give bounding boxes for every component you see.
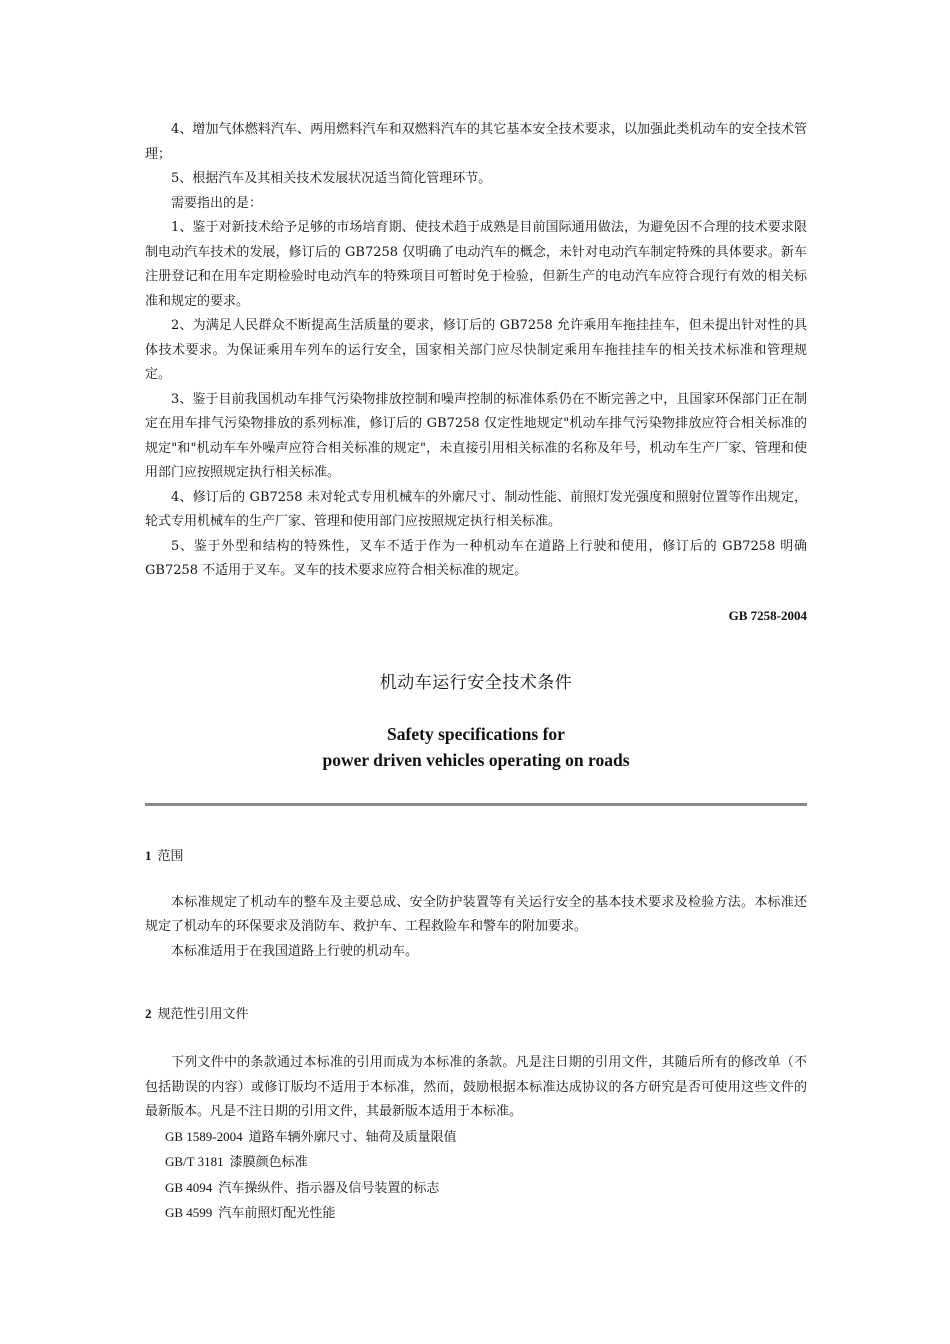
reference-code: GB/T 3181 xyxy=(165,1154,224,1169)
intro-paragraph: 4、修订后的 GB7258 未对轮式专用机械车的外廓尺寸、制动性能、前照灯发光强度和照射位置等作出规定，轮式专用机械车的生产厂家、管理和使用部门应按照规定执行相关标准。 xyxy=(145,489,807,529)
reference-item xyxy=(145,1176,807,1202)
intro-paragraph: 2、为满足人民群众不断提高生活质量的要求，修订后的 GB7258 允许乘用车拖挂挂车，但未提出针对性的具体技术要求。为保证乘用车列车的运行安全，国家相关部门应尽快制定乘用车拖挂挂车的相关技术标准和管理规定。 xyxy=(145,318,807,382)
intro-paragraph: 4、增加气体燃料汽车、两用燃料汽车和双燃料汽车的其它基本安全技术要求，以加强此类机动车的安全技术管理； xyxy=(145,122,807,162)
reference-code: GB 4094 xyxy=(165,1179,213,1195)
section-2-heading xyxy=(145,1002,807,1027)
standard-number: GB 7258-2004 xyxy=(728,607,807,623)
document-title-chinese: 机动车运行安全技术条件 xyxy=(379,672,573,693)
intro-paragraph: 5、鉴于外型和结构的特殊性，叉车不适于作为一种机动车在道路上行驶和使用，修订后的 GB7258 明确 GB7258 不适用于叉车。叉车的技术要求应符合相关标准的规定。 xyxy=(145,538,807,578)
section-number: 1 xyxy=(145,847,152,863)
reference-item xyxy=(145,1150,807,1176)
title-english-line-2: power driven vehicles operating on roads xyxy=(322,749,630,770)
intro-paragraph: 5、根据汽车及其相关技术发展状况适当简化管理环节。 xyxy=(171,171,492,186)
intro-paragraph: 3、鉴于目前我国机动车排气污染物排放控制和噪声控制的标准体系仍在不断完善之中，且国家环保部门正在制定在用车排气污染物排放的系列标准，修订后的 GB7258 仅定性地规定"机动车排气污染物排放应符合相关标准的规定"和"机动车车外噪声应符合相关标准的规定"，未直接引用相关标准的名称及年号，机动车生产厂家、管理和使用部门应按照规定执行相关标准。 xyxy=(145,391,807,480)
section-paragraph: 本标准适用于在我国道路上行驶的机动车。 xyxy=(171,943,419,959)
title-divider xyxy=(145,803,807,806)
section-1-body xyxy=(145,891,807,965)
section-paragraph: 本标准规定了机动车的整车及主要总成、安全防护装置等有关运行安全的基本技术要求及检验方法。本标准还规定了机动车的环保要求及消防车、救护车、工程救险车和警车的附加要求。 xyxy=(145,894,807,934)
section-title: 规范性引用文件 xyxy=(157,1007,249,1022)
reference-item xyxy=(145,1201,807,1227)
intro-paragraph: 1、鉴于对新技术给予足够的市场培育期、使技术趋于成熟是目前国际通用做法，为避免因不合理的技术要求限制电动汽车技术的发展，修订后的 GB7258 仅明确了电动汽车的概念，未针对电动汽车制定特殊的具体要求。新车注册登记和在用车定期检验时电动汽车的特殊项目可暂时免于检验，但新生产的电动汽车应符合现行有效的相关标准和规定的要求。 xyxy=(145,220,807,309)
title-english-line-1: Safety specifications for xyxy=(387,723,565,744)
section-2-body xyxy=(145,1051,807,1227)
section-1-heading xyxy=(145,844,807,869)
document-title-english xyxy=(145,721,807,773)
reference-code: GB 1589-2004 xyxy=(165,1128,243,1144)
section-number: 2 xyxy=(145,1006,152,1021)
reference-title: 漆膜颜色标准 xyxy=(229,1155,308,1170)
intro-paragraph: 需要指出的是： xyxy=(171,195,263,211)
section-paragraph: 下列文件中的条款通过本标准的引用而成为本标准的条款。凡是注日期的引用文件，其随后所有的修改单（不包括勘误的内容）或修订版均不适用于本标准，然而，鼓励根据本标准达成协议的各方研究是否可使用这些文件的最新版本。凡是不注日期的引用文件，其最新版本适用于本标准。 xyxy=(145,1055,807,1119)
document-page xyxy=(145,118,807,1227)
reference-title: 道路车辆外廓尺寸、轴荷及质量限值 xyxy=(248,1129,457,1145)
section-title: 范围 xyxy=(157,848,184,864)
reference-title: 汽车前照灯配光性能 xyxy=(218,1206,336,1221)
reference-item xyxy=(145,1125,807,1151)
reference-code: GB 4599 xyxy=(165,1205,213,1220)
reference-title: 汽车操纵件、指示器及信号装置的标志 xyxy=(218,1180,440,1196)
